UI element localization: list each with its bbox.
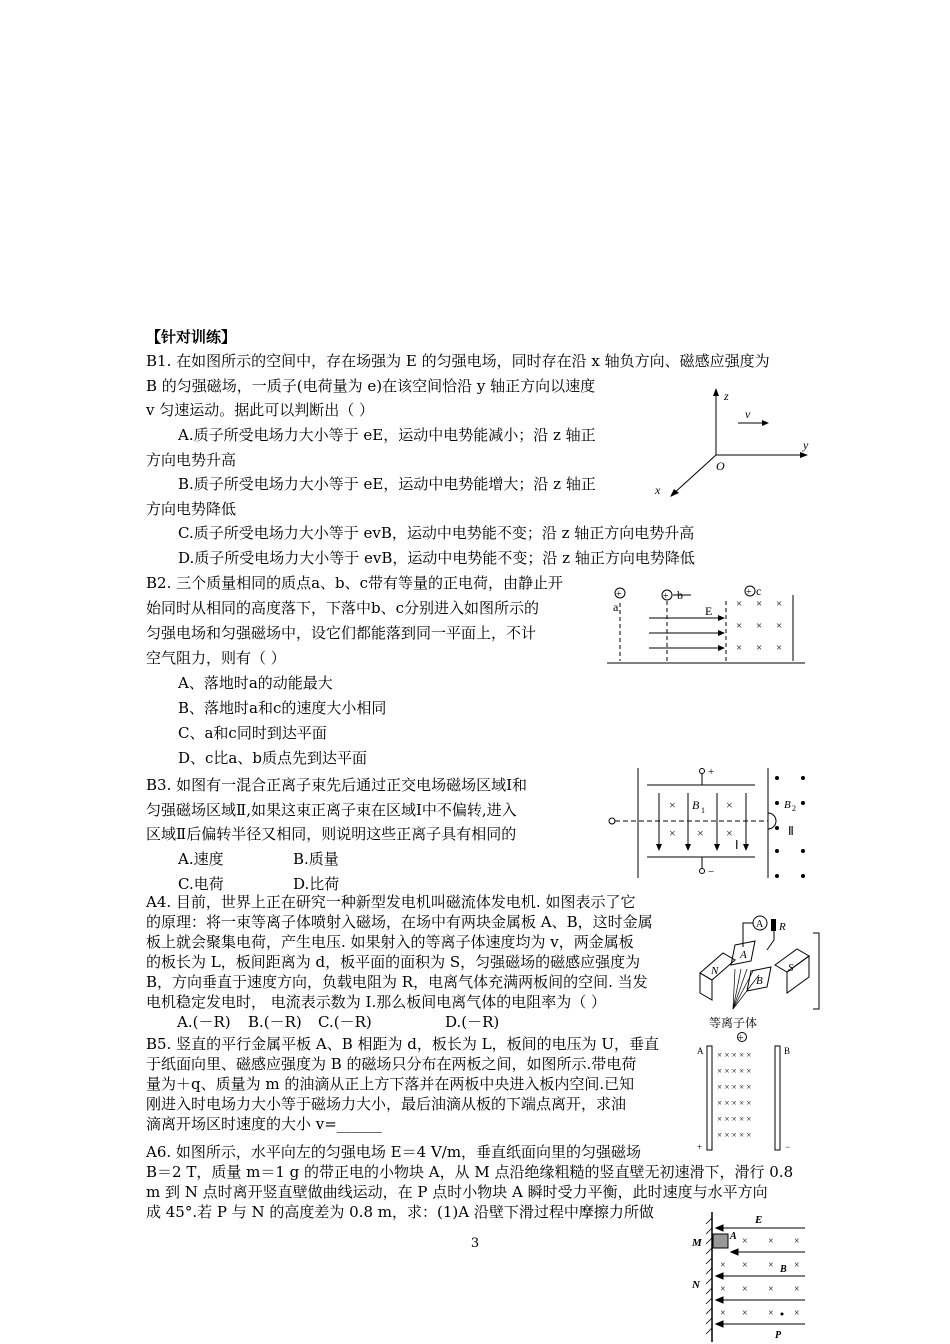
svg-text:×: ×	[720, 1308, 726, 1319]
a4-line1: A4. 目前，世界上正在研究一种新型发电机叫磁流体发电机. 如图表示了它	[146, 893, 636, 911]
svg-text:×: ×	[669, 798, 676, 812]
b1-line1: B1. 在如图所示的空间中，存在场强为 E 的匀强电场，同时存在沿 x 轴负方向、磁感应强度为	[146, 352, 770, 370]
b3-option-a: A.速度	[178, 850, 224, 868]
svg-text:×: ×	[742, 1236, 748, 1247]
a4-line2: 的原理：将一束等离子体喷射入磁场，在场中有两块金属板 A、B，这时金属	[146, 913, 653, 931]
svg-text:×: ×	[726, 826, 733, 840]
svg-text:×: ×	[768, 1236, 774, 1247]
a4-plate-b-label: B	[756, 975, 763, 987]
svg-text:×: ×	[776, 598, 783, 610]
svg-text:×: ×	[742, 1308, 748, 1319]
a6-line1: A6. 如图所示，水平向左的匀强电场 E＝4 V/m，垂直纸面向里的匀强磁场	[146, 1143, 642, 1161]
svg-text:+: +	[738, 1033, 744, 1044]
svg-text:×: ×	[736, 642, 743, 654]
svg-text:1: 1	[701, 806, 705, 815]
svg-text:+: +	[697, 1142, 703, 1152]
a4-option-c: C.(－R)	[318, 1013, 372, 1031]
b2-option-a: A、落地时a的动能最大	[178, 674, 333, 692]
svg-text:×: ×	[794, 1308, 800, 1319]
b3-line1: B3. 如图有一混合正离子束先后通过正交电场磁场区域Ⅰ和	[146, 776, 528, 794]
svg-text:×: ×	[768, 1284, 774, 1295]
a4-generator-figure	[695, 905, 825, 1033]
b3-region2-label: Ⅱ	[788, 824, 794, 838]
b3-b2-label: B	[784, 799, 791, 811]
a4-line3: 板上就会聚集电荷，产生电压. 如果射入的等离子体速度均为 v，两金属板	[146, 933, 634, 951]
svg-text:×: ×	[794, 1284, 800, 1295]
page-number: 3	[470, 1236, 480, 1251]
a6-line2: B＝2 T，质量 m＝1 g 的带正电的小物块 A，从 M 点沿绝缘粗糙的竖直壁无初速滑下，滑行 0.8	[146, 1163, 794, 1181]
a6-m-label: M	[692, 1237, 702, 1249]
svg-text:×: ×	[756, 620, 763, 632]
b5-line2: 于纸面向里、磁感应强度为 B 的磁场只分布在两板之间，如图所示.带电荷	[146, 1055, 637, 1073]
a4-n-label: N	[711, 965, 719, 977]
b5-line5: 滴离开场区时速度的大小 v=______	[146, 1115, 382, 1133]
b1-option-b-line1: B.质子所受电场力大小等于 eE，运动中电势能增大；沿 z 轴正	[178, 475, 596, 493]
b5-plates-figure	[695, 1030, 805, 1155]
svg-text:2: 2	[792, 804, 796, 813]
a4-option-d: D.(－R)	[445, 1013, 500, 1031]
b1-option-b-line2: 方向电势降低	[146, 500, 237, 518]
b1-velocity-label: v	[745, 407, 751, 421]
svg-text:×: ×	[794, 1236, 800, 1247]
svg-text:×: ×	[776, 642, 783, 654]
a4-ammeter-label: A	[756, 919, 764, 930]
svg-text:× × × × ×: × × × × ×	[717, 1098, 752, 1108]
svg-text:× × × × ×: × × × × ×	[717, 1082, 752, 1092]
a6-line4: 成 45°.若 P 与 N 的高度差为 0.8 m，求：(1)A 沿壁下滑过程中摩擦力所做	[146, 1203, 654, 1221]
a6-e-label: E	[755, 1214, 763, 1226]
b1-y-label: y	[803, 438, 809, 452]
svg-text:×: ×	[736, 598, 743, 610]
a4-caption: 等离子体	[709, 1016, 758, 1030]
b2-line1: B2. 三个质量相同的质点a、b、c带有等量的正电荷，由静止开	[146, 574, 564, 592]
b5-plate-a-label: A	[697, 1046, 704, 1056]
svg-text:+: +	[663, 591, 669, 602]
a4-r-label: R	[779, 921, 786, 933]
b2-option-b: B、落地时a和c的速度大小相同	[178, 699, 387, 717]
svg-text:×: ×	[697, 826, 704, 840]
a4-option-b: B.(－R)	[248, 1013, 302, 1031]
b5-line3: 量为＋q、质量为 m 的油滴从正上方下落并在两板中央进入板内空间.已知	[146, 1075, 635, 1093]
b1-line2: B 的匀强磁场，一质子(电荷量为 e)在该空间恰沿 y 轴正方向以速度	[146, 377, 596, 395]
b3-option-c: C.电荷	[178, 875, 224, 893]
b5-plate-b-label: B	[784, 1046, 791, 1056]
b1-z-label: z	[724, 389, 729, 403]
a4-line4: 的板长为 L，板间距离为 d，板平面的面积为 S，匀强磁场的磁感应强度为	[146, 953, 641, 971]
b3-option-b: B.质量	[293, 850, 339, 868]
svg-text:× × × × ×: × × × × ×	[717, 1050, 752, 1060]
svg-text:× × × × ×: × × × × ×	[717, 1114, 752, 1124]
svg-text:×: ×	[669, 826, 676, 840]
a6-n-label: N	[692, 1279, 700, 1291]
a4-line6: 电机稳定发电时， 电流表示数为 I.那么板间电离气体的电阻率为（ ）	[146, 993, 607, 1011]
b2-line4: 空气阻力，则有（ ）	[146, 649, 286, 667]
svg-text:−: −	[708, 866, 715, 878]
svg-text:+: +	[616, 589, 622, 600]
b5-line4: 刚进入时电场力大小等于磁场力大小，最后油滴从板的下端点离开，求油	[146, 1095, 627, 1113]
a6-block-label: A	[730, 1231, 737, 1242]
svg-text:×: ×	[794, 1260, 800, 1271]
b3-b1-label: B	[692, 798, 700, 812]
b2-option-c: C、a和c同时到达平面	[178, 724, 327, 742]
a4-s-label: S	[788, 962, 794, 974]
b1-option-a-line2: 方向电势升高	[146, 451, 237, 469]
svg-text:×: ×	[720, 1260, 726, 1271]
b2-e-label: E	[705, 604, 713, 618]
svg-text:×: ×	[756, 642, 763, 654]
b1-option-d: D.质子所受电场力大小等于 evB，运动中电势能不变；沿 z 轴正方向电势降低	[178, 549, 695, 567]
svg-text:×: ×	[742, 1284, 748, 1295]
b2-c-label: c	[756, 584, 762, 598]
svg-text:×: ×	[776, 620, 783, 632]
b1-x-label: x	[655, 483, 661, 497]
b3-region1-label: Ⅰ	[735, 838, 739, 852]
a4-plate-a-label: A	[740, 949, 747, 961]
b3-line2: 匀强磁场区域Ⅱ,如果这束正离子束在区域Ⅰ中不偏转,进入	[146, 801, 517, 819]
svg-text:×: ×	[742, 1260, 748, 1271]
b1-origin-label: O	[716, 459, 725, 473]
b1-option-a-line1: A.质子所受电场力大小等于 eE，运动中电势能减小；沿 z 轴正	[178, 426, 596, 444]
b2-a-label: a	[613, 600, 619, 614]
svg-text:+: +	[746, 587, 752, 598]
b1-line3: v 匀速运动。据此可以判断出（ ）	[146, 401, 375, 419]
b2-b-label: b	[677, 588, 683, 602]
a6-p-label: P	[775, 1330, 782, 1341]
b2-option-d: D、c比a、b质点先到达平面	[178, 749, 367, 767]
svg-text:×: ×	[720, 1284, 726, 1295]
b3-line3: 区域Ⅱ后偏转半径又相同，则说明这些正离子具有相同的	[146, 825, 517, 843]
b2-line2: 始同时从相同的高度落下，下落中b、c分别进入如图所示的	[146, 599, 540, 617]
a6-b-label: B	[780, 1264, 787, 1275]
svg-text:×: ×	[768, 1308, 774, 1319]
b1-option-c: C.质子所受电场力大小等于 evB，运动中电势能不变；沿 z 轴正方向电势升高	[178, 524, 695, 542]
svg-text:×: ×	[768, 1260, 774, 1271]
svg-text:× × × × ×: × × × × ×	[717, 1066, 752, 1076]
a4-line5: B，方向垂直于速度方向，负载电阻为 R，电离气体充满两板间的空间. 当发	[146, 973, 648, 991]
a6-line3: m 到 N 点时离开竖直壁做曲线运动，在 P 点时小物块 A 瞬时受力平衡，此时速度与水平方向	[146, 1183, 768, 1201]
b2-line3: 匀强电场和匀强磁场中，设它们都能落到同一平面上，不计	[146, 624, 537, 642]
b1-axes-figure	[650, 385, 815, 500]
b5-line1: B5. 竖直的平行金属平板 A、B 相距为 d，板长为 L，板间的电压为 U，垂直	[146, 1035, 660, 1053]
svg-text:−: −	[785, 1142, 791, 1152]
svg-text:×: ×	[756, 598, 763, 610]
section-title: 【针对训练】	[146, 328, 237, 346]
a6-wall-figure	[690, 1210, 815, 1344]
b3-selector-figure	[605, 763, 815, 881]
svg-text:×: ×	[736, 620, 743, 632]
a4-option-a: A.(－R)	[177, 1013, 231, 1031]
svg-text:×: ×	[726, 798, 733, 812]
b3-option-d: D.比荷	[293, 875, 340, 893]
svg-text:× × × × ×: × × × × ×	[717, 1130, 752, 1140]
svg-text:+: +	[708, 766, 715, 778]
b2-fields-figure	[605, 583, 810, 668]
